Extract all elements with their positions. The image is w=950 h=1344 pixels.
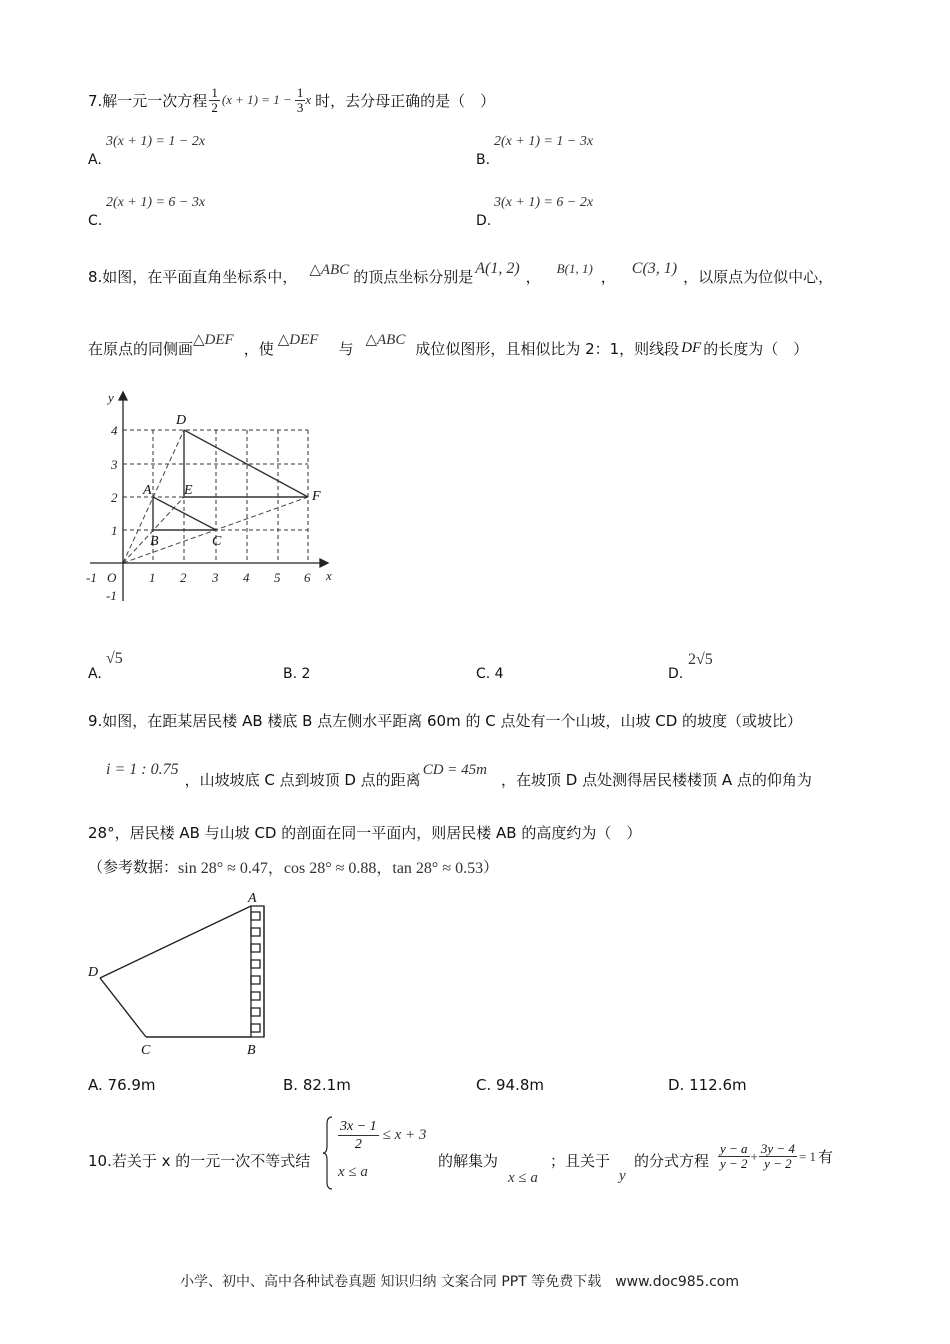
q9-ref-prefix: （参考数据： [88,858,179,876]
q7-fraction-third: $\frac{1}{3}$ [296,84,304,115]
q7-option-b-expr: 2(x + 1) = 1 − 3x [494,134,594,149]
q9-cd-length: CD = 45m [422,761,487,778]
q9-option-b: B. 82.1m [283,1076,351,1094]
q8-option-b: B. 2 [283,666,311,682]
q7-option-a-expr: 3(x + 1) = 1 − 2x [106,134,206,149]
q10-mid3: 的分式方程 [634,1152,710,1170]
q9-option-a: A. 76.9m [88,1076,156,1094]
q8-point-labels [142,413,321,549]
q8-tri-abc-2: △ABC [365,331,406,348]
q9-building [251,906,264,1037]
point-label-d: D [176,413,187,428]
q7-prefix: 7.解一元一次方程 [88,91,208,110]
q10-inequality-1 [338,1118,426,1153]
q9-outline [100,906,251,1037]
q10-var-y: y [619,1168,626,1184]
q8-line2-a: 在原点的同侧画 [88,339,194,358]
point-label-a: A [143,483,152,498]
x-tick-5: 5 [274,570,281,585]
page-footer: 小学、初中、高中各种试卷真题 知识归纳 文案合同 PPT 等免费下载 www.doc985.com [180,1274,739,1290]
q9-line1: 9.如图，在距某居民楼 AB 楼底 B 点左侧水平距离 60m 的 C 点处有一个山坡，山坡 CD 的坡度（或坡比） [88,712,803,730]
q8-point-b: B(1, 1) [556,261,593,276]
q8-sep2: ， [600,267,616,286]
origin-label: O [107,570,117,585]
point-label-e: E [184,483,193,498]
q10-ineq1-fraction: $\frac{3x - 1}{2}$ [340,1119,377,1152]
q8-line2-b: ，使 [243,339,274,358]
q8-line2-c: 与 [338,339,354,358]
q8-tri-def: △DEF [193,331,234,348]
q9-label-b: B [247,1043,256,1058]
q8-line1 [88,256,833,296]
q9-option-c: C. 94.8m [476,1076,545,1094]
q9-label-a: A [248,891,257,906]
y-tick-3: 3 [111,457,118,472]
q8-option-a-expr: √5 [106,650,123,667]
q10-fraction-equation [718,1142,833,1171]
q7-option-b-label: B. [476,152,491,168]
y-tick-2: 2 [111,490,118,505]
q10-prefix: 10.若关于 x 的一元一次不等式结 [88,1152,311,1170]
x-tick-6: 6 [304,570,311,585]
q10-mid2: ；且关于 [550,1152,611,1170]
q8-tri-def-2: △DEF [277,331,319,348]
q7-eq-mid: (x + 1) = 1 − [221,92,292,107]
q8-line1-b: 的顶点坐标分别是 [353,267,474,286]
q9-label-d: D [88,965,99,980]
q10-frac-1: $\frac{y - a}{y - 2}$ [720,1141,748,1171]
q10-frac-2: $\frac{3y - 4}{y - 2}$ [760,1141,795,1171]
q8-point-a: A(1, 2) [475,260,520,277]
q8-option-d-expr: 2√5 [688,651,713,668]
x-tick-neg1: -1 [86,570,97,585]
q10-solution: x ≤ a [508,1170,538,1186]
q7-stem [88,80,495,120]
q8-line2-e: 的长度为（ ） [703,339,809,358]
q8-sep1: ， [525,267,541,286]
q10-inequality-2: x ≤ a [338,1164,368,1180]
q9-line2 [88,756,812,802]
q9-line2-a: ，山坡坡底 C 点到坡顶 D 点的距离 [184,770,421,789]
q7-eq-var: x [305,92,312,107]
q7-option-c-expr: 2(x + 1) = 6 − 3x [106,195,206,210]
y-tick-neg1: -1 [106,588,117,603]
axis-x-label: x [326,568,332,583]
q10-plus: + [750,1148,758,1164]
q8-option-a-label: A. [88,666,102,682]
q7-suffix: 时，去分母正确的是（ ） [315,91,496,110]
q8-seg-df: DF [681,339,702,356]
q9-option-d: D. 112.6m [668,1076,747,1094]
q8-line2-d: 成位似图形，且相似比为 2：1，则线段 [415,339,680,358]
point-label-c: C [212,534,222,549]
q7-option-d-expr: 3(x + 1) = 6 − 2x [494,195,594,210]
q8-line1-a: 8.如图，在平面直角坐标系中， [88,267,298,286]
q9-reference [88,855,498,878]
q9-slope: i = 1 : 0.75 [106,761,179,778]
q10-ineq1-rhs: ≤ x + 3 [382,1127,427,1143]
q10-eq1: = 1 [798,1148,817,1164]
q7-option-a-label: A. [88,152,102,168]
axis-y-label: y [108,390,114,405]
q9-line3: 28°，居民楼 AB 与山坡 CD 的剖面在同一平面内，则居民楼 AB 的高度约为（ ） [88,824,642,842]
q9-ref-suffix: ） [483,858,499,876]
x-tick-4: 4 [243,570,250,585]
q8-coordinate-graph [84,386,344,616]
q10-system-brace [322,1116,334,1190]
q9-label-c: C [141,1043,151,1058]
q7-option-c-label: C. [88,213,103,229]
q7-fraction-half: $\frac{1}{2}$ [211,84,218,115]
y-tick-4: 4 [111,423,118,438]
q8-point-c: C(3, 1) [631,260,678,277]
q8-option-c: C. 4 [476,666,504,682]
q10-suffix: 有 [818,1148,834,1166]
q8-line2 [88,326,808,370]
q8-tri-abc: △ABC [309,261,350,278]
q7-option-d-label: D. [476,213,492,229]
x-tick-1: 1 [149,570,156,585]
q8-option-d-label: D. [668,666,684,682]
x-tick-2: 2 [180,570,187,585]
point-label-f: F [312,489,321,504]
q9-diagram [86,886,286,1058]
q9-ref-data: sin 28° ≈ 0.47，cos 28° ≈ 0.88，tan 28° ≈ 0.53 [178,860,484,877]
point-label-b: B [150,534,159,549]
q9-line2-b: ，在坡顶 D 点处测得居民楼楼顶 A 点的仰角为 [500,770,812,789]
y-tick-1: 1 [111,523,118,538]
x-tick-3: 3 [212,570,219,585]
q8-line1-c: ，以原点为位似中心， [683,267,834,286]
q10-mid1: 的解集为 [438,1152,499,1170]
